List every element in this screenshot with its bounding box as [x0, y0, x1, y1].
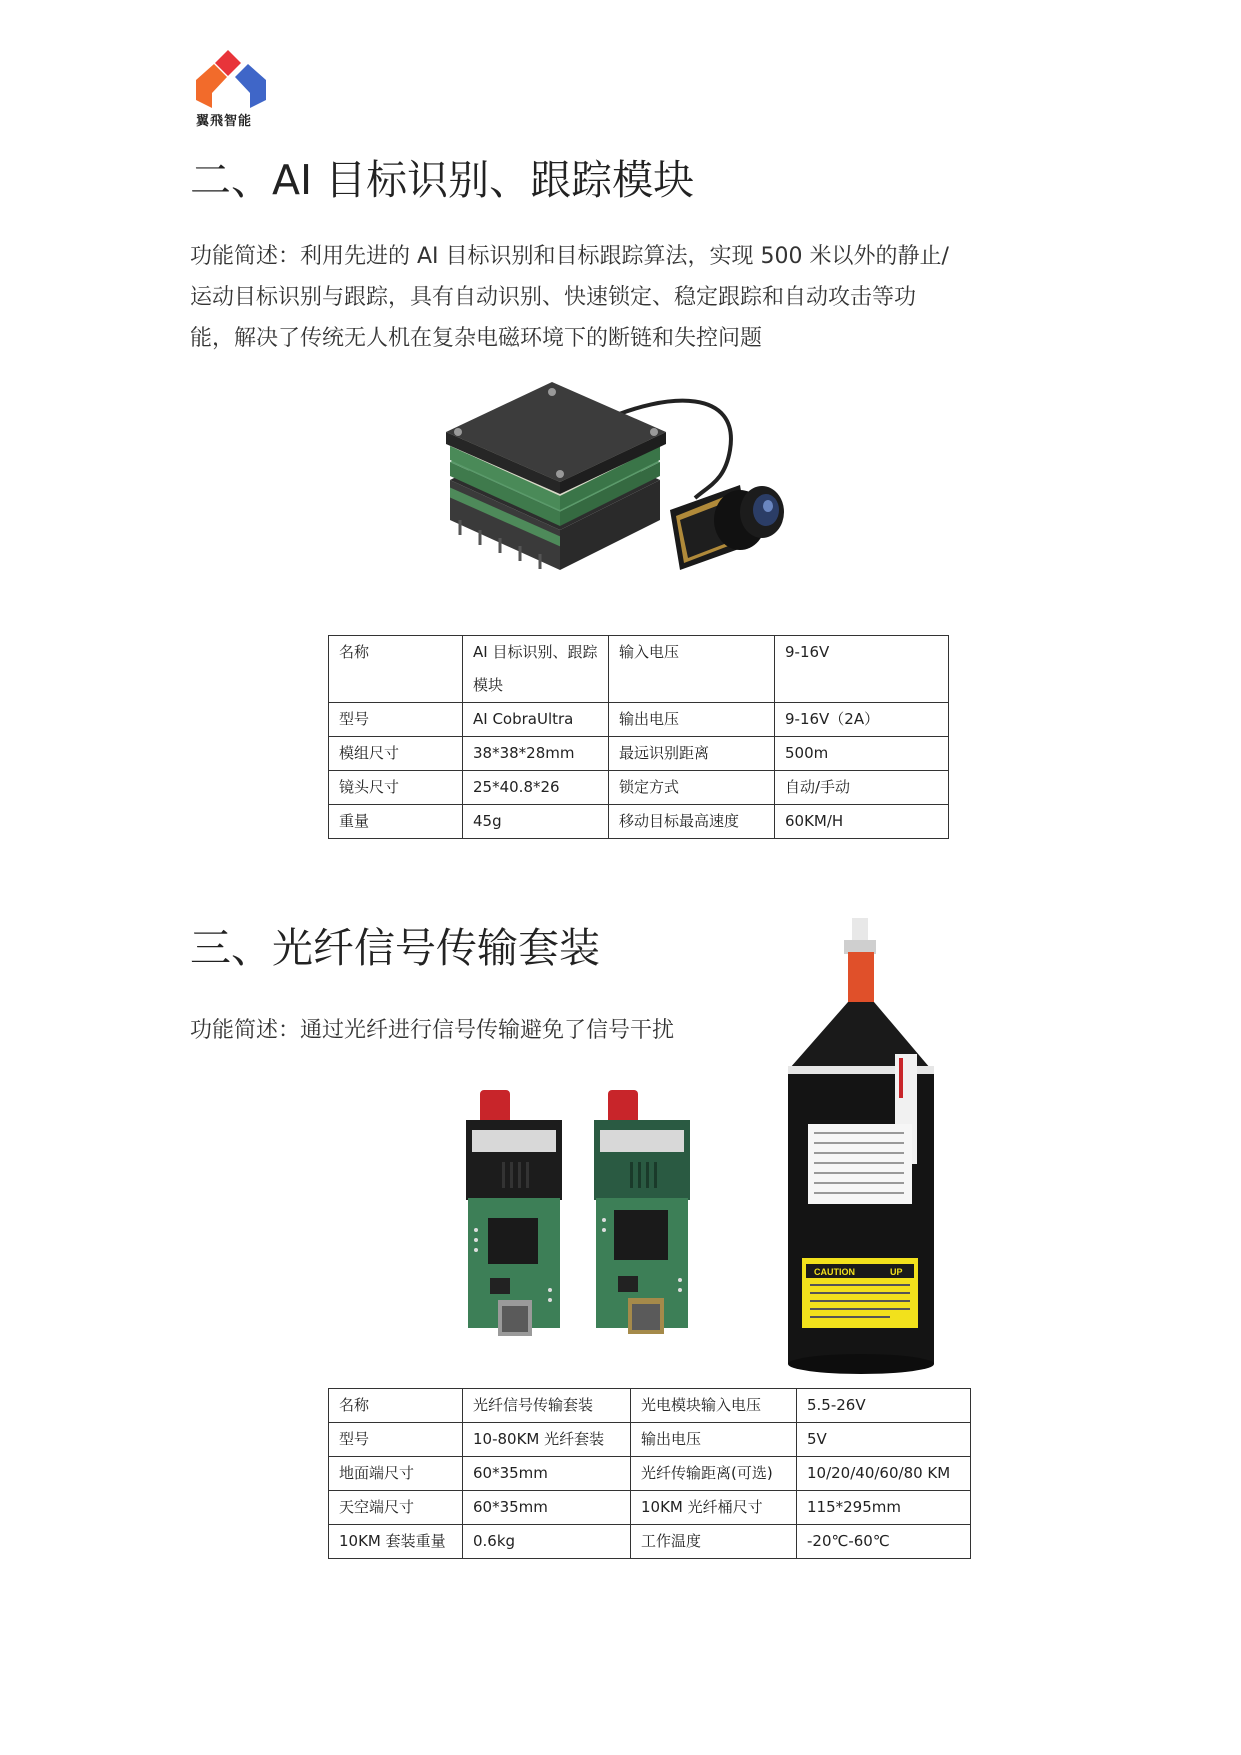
table-cell: 光纤传输距离(可选): [631, 1457, 797, 1491]
ai-module-spec-table: [328, 635, 949, 839]
table-cell: 38*38*28mm: [463, 737, 609, 771]
table-cell: 10KM 套装重量: [329, 1525, 463, 1559]
table-cell: 5V: [797, 1423, 971, 1457]
table-cell: 地面端尺寸: [329, 1457, 463, 1491]
table-cell: 名称: [329, 636, 463, 703]
table-cell: 光电模块输入电压: [631, 1389, 797, 1423]
table-row: [329, 1525, 971, 1559]
table-cell: -20℃-60℃: [797, 1525, 971, 1559]
table-cell: 25*40.8*26: [463, 771, 609, 805]
description-line: 能，解决了传统无人机在复杂电磁环境下的断链和失控问题: [190, 326, 763, 351]
fiber-kit-spec-table: [328, 1388, 971, 1559]
table-cell: 60KM/H: [775, 805, 949, 839]
description-line: 运动目标识别与跟踪，具有自动识别、快速锁定、稳定跟踪和自动攻击等功: [190, 285, 917, 310]
table-cell: 天空端尺寸: [329, 1491, 463, 1525]
table-cell: 模组尺寸: [329, 737, 463, 771]
table-cell: 型号: [329, 1423, 463, 1457]
table-cell: 60*35mm: [463, 1491, 631, 1525]
fiber-spool-canister-image: [780, 918, 940, 1378]
table-row: [329, 1491, 971, 1525]
table-row: [329, 703, 949, 737]
table-cell: 输出电压: [631, 1423, 797, 1457]
caution-label: CAUTION: [814, 1267, 855, 1277]
table-row: [329, 1389, 971, 1423]
table-cell: 500m: [775, 737, 949, 771]
table-cell: 名称: [329, 1389, 463, 1423]
table-cell: AI 目标识别、跟踪模块: [463, 636, 609, 703]
table-row: [329, 636, 949, 703]
table-cell: 60*35mm: [463, 1457, 631, 1491]
table-cell: 最远识别距离: [609, 737, 775, 771]
table-cell: 115*295mm: [797, 1491, 971, 1525]
section-title-ai-module: 二、AI 目标识别、跟踪模块: [190, 156, 695, 204]
section-description-ai-module: [190, 236, 1090, 359]
table-cell: 10KM 光纤桶尺寸: [631, 1491, 797, 1525]
table-cell: 重量: [329, 805, 463, 839]
table-cell: 0.6kg: [463, 1525, 631, 1559]
table-cell: 工作温度: [631, 1525, 797, 1559]
table-cell: 5.5-26V: [797, 1389, 971, 1423]
table-cell: 输出电压: [609, 703, 775, 737]
table-cell: 移动目标最高速度: [609, 805, 775, 839]
table-cell: 镜头尺寸: [329, 771, 463, 805]
table-row: [329, 737, 949, 771]
table-row: [329, 1423, 971, 1457]
up-label: UP: [890, 1267, 903, 1277]
table-cell: 10-80KM 光纤套装: [463, 1423, 631, 1457]
table-cell: 自动/手动: [775, 771, 949, 805]
table-row: [329, 771, 949, 805]
table-cell: 型号: [329, 703, 463, 737]
table-cell: 9-16V: [775, 636, 949, 703]
table-cell: 45g: [463, 805, 609, 839]
table-cell: 锁定方式: [609, 771, 775, 805]
description-line: 功能简述：利用先进的 AI 目标识别和目标跟踪算法，实现 500 米以外的静止/: [190, 244, 949, 269]
table-cell: 输入电压: [609, 636, 775, 703]
table-cell: AI CobraUltra: [463, 703, 609, 737]
table-cell: 10/20/40/60/80 KM: [797, 1457, 971, 1491]
logo-text: 翼飛智能: [196, 114, 253, 129]
table-row: [329, 1457, 971, 1491]
table-row: [329, 805, 949, 839]
section-title-fiber-kit: 三、光纤信号传输套装: [190, 924, 600, 972]
table-cell: 光纤信号传输套装: [463, 1389, 631, 1423]
table-cell: 9-16V（2A）: [775, 703, 949, 737]
section-description-fiber-kit: 功能简述：通过光纤进行信号传输避免了信号干扰: [190, 1018, 675, 1043]
ai-module-product-image: [440, 370, 820, 600]
fiber-transceiver-boards-image: [462, 1090, 702, 1360]
